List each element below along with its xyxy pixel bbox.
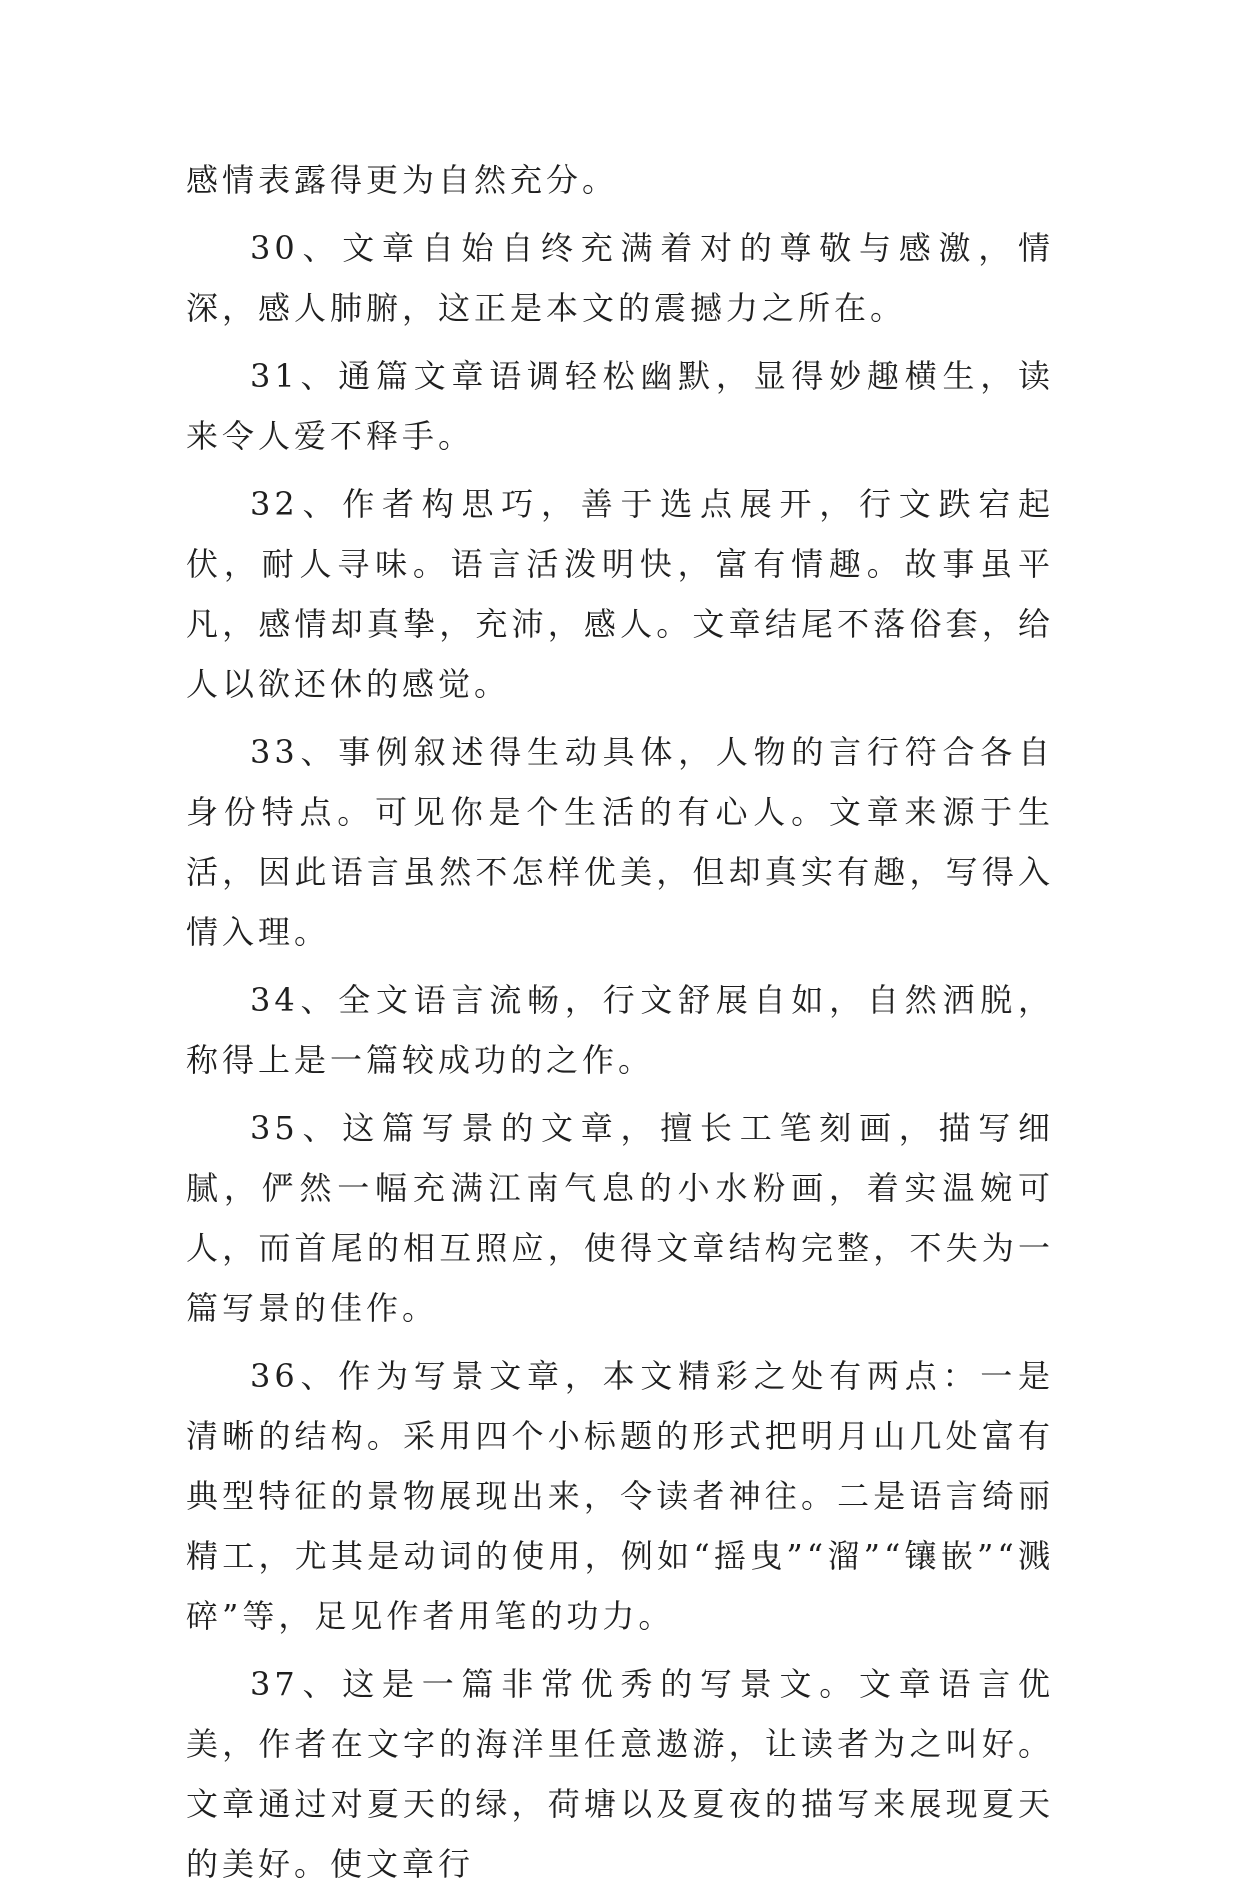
document-page — [186, 150, 1054, 1902]
paragraph-36: 36、作为写景文章，本文精彩之处有两点：一是清晰的结构。采用四个小标题的形式把明月山几处富有典型特征的景物展现出来，令读者神往。二是语言绮丽精工，尤其是动词的使用，例如“摇曳”“溜”“镶嵌”“溅碎”等，足见作者用笔的功力。 — [186, 1357, 1054, 1635]
paragraph-31: 31、通篇文章语调轻松幽默，显得妙趣横生，读来令人爱不释手。 — [186, 357, 1054, 455]
paragraph-continuation: 感情表露得更为自然充分。 — [186, 161, 619, 199]
paragraph-34: 34、全文语言流畅，行文舒展自如，自然洒脱，称得上是一篇较成功的之作。 — [186, 981, 1054, 1079]
paragraph-33: 33、事例叙述得生动具体，人物的言行符合各自身份特点。可见你是个生活的有心人。文章来源于生活，因此语言虽然不怎样优美，但却真实有趣，写得入情入理。 — [186, 733, 1054, 951]
paragraph-37: 37、这是一篇非常优秀的写景文。文章语言优美，作者在文字的海洋里任意遨游，让读者为之叫好。文章通过对夏天的绿，荷塘以及夏夜的描写来展现夏天的美好。使文章行 — [186, 1665, 1054, 1883]
paragraph-30: 30、文章自始自终充满着对的尊敬与感激，情深，感人肺腑，这正是本文的震撼力之所在。 — [186, 229, 1054, 327]
paragraph-32: 32、作者构思巧，善于选点展开，行文跌宕起伏，耐人寻味。语言活泼明快，富有情趣。故事虽平凡，感情却真挚，充沛，感人。文章结尾不落俗套，给人以欲还休的感觉。 — [186, 485, 1054, 703]
paragraph-35: 35、这篇写景的文章，擅长工笔刻画，描写细腻，俨然一幅充满江南气息的小水粉画，着实温婉可人，而首尾的相互照应，使得文章结构完整，不失为一篇写景的佳作。 — [186, 1109, 1054, 1327]
